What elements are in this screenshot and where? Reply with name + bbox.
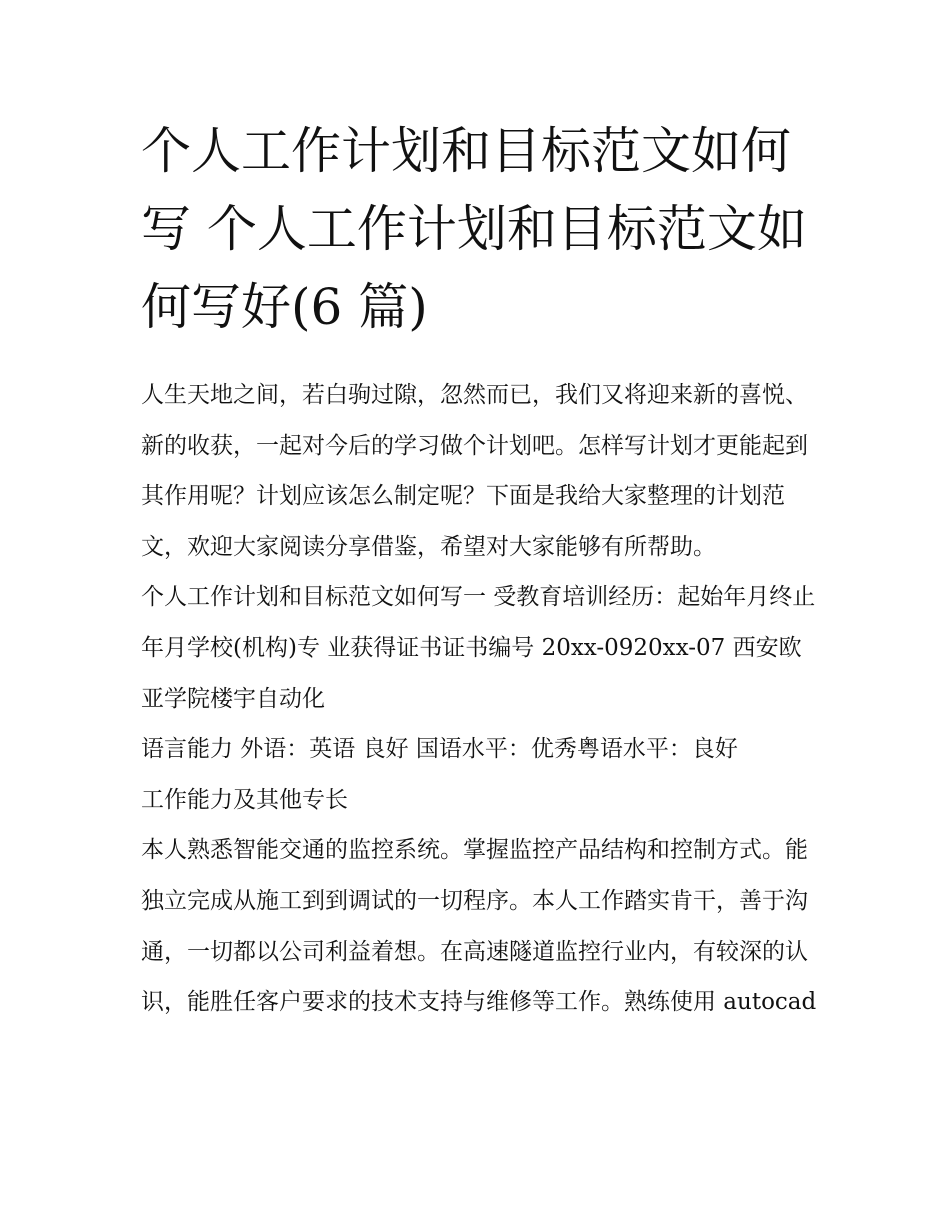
skills-paragraph: 本人熟悉智能交通的监控系统。掌握监控产品结构和控制方式。能独立完成从施工到到调试的一切程序。本人工作踏实肯干，善于沟通，一切都以公司利益着想。在高速隧道监控行业内，有较深的认识，能胜任客户要求的技术支持与维修等工作。熟练使用 autocad: [141, 837, 817, 1016]
document-title: 个人工作计划和目标范文如何写 个人工作计划和目标范文如何写好(6 篇): [141, 122, 807, 336]
education-paragraph: 个人工作计划和目标范文如何写一 受教育培训经历：起始年月终止年月学校(机构)专 业获得证书证书编号 20xx-0920xx-07 西安欧亚学院楼宇自动化: [141, 584, 816, 712]
intro-paragraph: 人生天地之间，若白驹过隙，忽然而已，我们又将迎来新的喜悦、新的收获，一起对今后的学习做个计划吧。怎样写计划才更能起到其作用呢？计划应该怎么制定呢？下面是我给大家整理的计划范文，欢迎大家阅读分享借鉴，希望对大家能够有所帮助。: [141, 382, 808, 560]
language-paragraph: 语言能力 外语：英语 良好 国语水平：优秀粤语水平：良好: [141, 736, 738, 763]
skills-heading: 工作能力及其他专长: [141, 786, 348, 813]
document-page: [141, 112, 821, 1028]
